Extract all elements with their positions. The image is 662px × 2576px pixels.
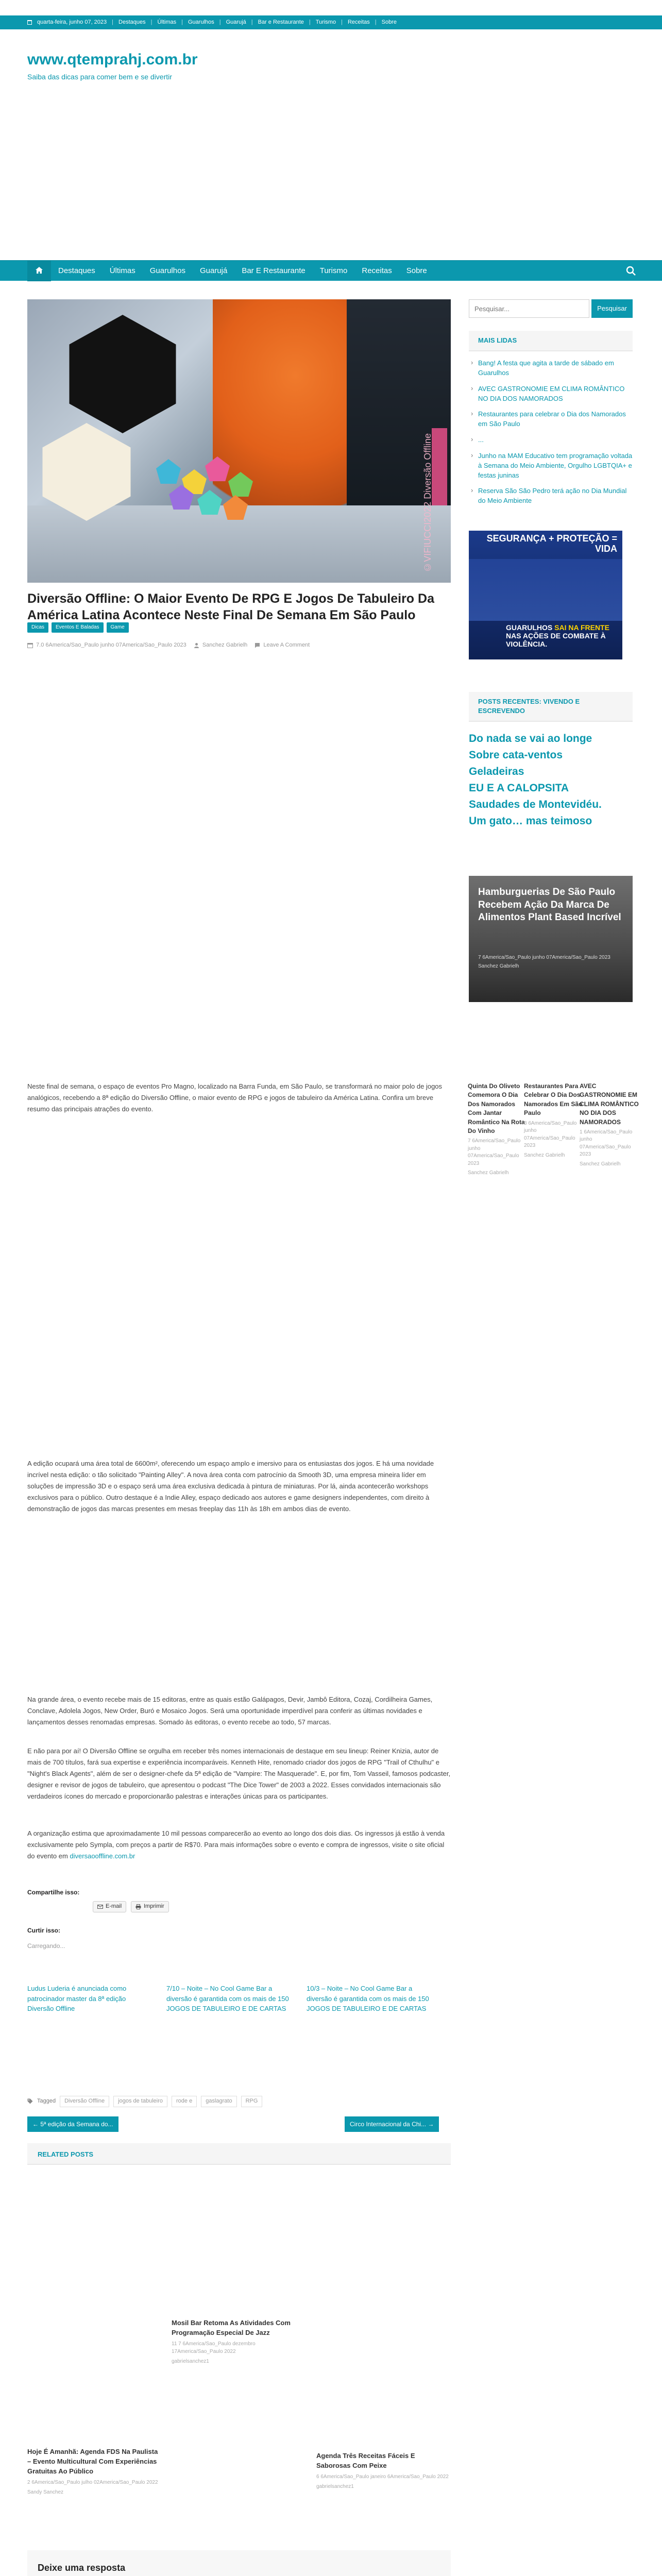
related-post-title: Agenda Três Receitas Fáceis E Saborosas Com Peixe [316,2452,415,2469]
related-post[interactable] [316,2451,450,2490]
post-date[interactable] [27,641,186,650]
comments-link-text: Leave A Comment [263,642,310,648]
most-read-item[interactable]: › ... [469,432,633,448]
paragraph-text: A organização estima que aproximadamente 10 mil pessoas comparecerão ao evento ao longo dos dois dias. Os ingressos já estão à venda exclusivamente pelo Sympla, com preços a partir de R$70. Para mais informações sobre o evento e compra de ingressos, visite o site oficial do evento em [27,1829,445,1860]
jp-related-title: 10/3 – Noite – No Cool Game Bar a diversão é garantida com os mais de 150 JOGOS DE TABULEIRO E DE CARTAS [307,1985,429,2012]
nav-item-destaques[interactable]: Destaques [58,266,95,275]
recent-post-link[interactable]: Um gato… mas teimoso [469,815,592,827]
inline-related-title: AVEC GASTRONOMIE EM CLIMA ROMÂNTICO NO DIA DOS NAMORADOS [580,1082,639,1126]
inline-related-title: Quinta Do Oliveto Comemora O Dia Dos Namorados Com Jantar Romântico Na Rota Do Vinho [468,1082,525,1134]
calendar-icon [27,20,32,25]
article-paragraph [27,1828,451,1862]
search-input[interactable] [469,299,589,318]
article-paragraph: E não para por aí! O Diversão Offline se orgulha em receber três nomes internacionais de destaque em seu lineup: Reiner Knizia, autor de mais de 700 títulos, fará sua expertise e experiência incomparáveis. Kenneth Hite, renomado criador dos jogos de RPG "Trail of Cthulhu" e "Night's Black Agents", além de ser o designer-chefe da 5ª edição de "Vampire: The Masquerade". E, por fim, Tom Vasseil, famosos podcaster, designer e revisor de jogos de tabuleiro, que apresentou o podcast "The Dice Tower" de 2003 a 2022. Esses convidados internacionais são verdadeiros ícones do mercado e proporcionarão palestras e interações únicas para os participantes. [27,1747,451,1801]
nav-item-guaruja[interactable]: Guarujá [199,266,228,275]
related-post-author: gabrielsanchez1 [316,2483,354,2489]
category-list [27,622,129,633]
comments-link[interactable] [254,641,310,650]
email-icon [97,1905,103,1909]
recent-post-link[interactable]: Geladeiras [469,766,524,777]
nav-item-receitas[interactable]: Receitas [362,266,392,275]
share-label: Compartilhe isso: [27,1889,80,1896]
site-description: Saiba das dicas para comer bem e se divertir [27,73,172,81]
nav-item-guarulhos[interactable]: Guarulhos [149,266,185,275]
article-paragraph: Na grande área, o evento recebe mais de 15 editoras, entre as quais estão Galápagos, Devir, Jambô Editora, Cozaj, Cordilheira Games, Conclave, Adolela Jogos, New Order, Buró e Mosaico Jogos. Será uma oportunidade imperdível para conferir as últimas novidades e lançamentos desses renomadas empresas. Somado às editoras, o evento recebe ao todo, 57 marcas. [27,1696,433,1726]
topbar-link-guarulhos[interactable]: Guarulhos [188,19,214,25]
sidebar-featured-post[interactable] [469,876,633,1002]
recent-post-link[interactable]: EU E A CALOPSITA [469,782,569,794]
like-label: Curtir isso: [27,1927,61,1934]
comment-section [27,2550,451,2576]
divider: | [341,19,343,25]
post-author[interactable] [194,641,248,650]
category-badge[interactable]: Dicas [27,622,48,633]
divider: | [375,19,377,25]
topbar-link-bar[interactable]: Bar e Restaurante [258,19,304,25]
inline-related-author: Sanchez Gabrielh [580,1161,621,1167]
user-icon [194,642,199,648]
recent-post-link[interactable]: Do nada se vai ao longe [469,733,592,744]
black-dice-image [63,315,182,433]
related-post[interactable] [27,2447,161,2496]
nav-item-sobre[interactable]: Sobre [406,266,427,275]
comment-title: Deixe uma resposta [38,2563,126,2573]
topbar-link-turismo[interactable]: Turismo [315,19,336,25]
share-email-button[interactable] [93,1901,126,1912]
ad-text-part: NAS AÇÕES DE COMBATE À VIOLÊNCIA. [506,632,606,649]
related-post-title: Hoje É Amanhã: Agenda FDS Na Paulista – Evento Multicultural Com Experiências Gratuitas Ao Público [27,2448,158,2475]
most-read-item[interactable]: › Reserva São São Pedro terá ação no Dia Mundial do Meio Ambiente [469,483,633,509]
sidebar-featured-title: Hamburguerias De São Paulo Recebem Ação Da Marca De Alimentos Plant Based Incrível [478,887,621,923]
inline-related-author: Sanchez Gabrielh [468,1170,509,1176]
inline-related-meta: 3 6America/Sao_Paulo junho 07America/Sao_Paulo 2023 [524,1120,577,1149]
inline-related-meta: 1 6America/Sao_Paulo junho 07America/Sao_Paulo 2023 [580,1129,633,1158]
ad-background [469,559,622,621]
inline-related-item[interactable] [524,1082,583,1159]
event-site-link[interactable]: diversaooffline.com.br [70,1852,135,1860]
jp-related-title: 7/10 – Noite – No Cool Game Bar a diversão é garantida com os mais de 150 JOGOS DE TABULEIRO E DE CARTAS [166,1985,289,2012]
ad-headline: SEGURANÇA + PROTEÇÃO = VIDA [486,533,617,554]
previous-post-link[interactable]: ← 5ª edição da Semana do... [27,2116,118,2132]
divider: | [112,19,114,25]
tag-icon [27,2098,33,2104]
nav-item-ultimas[interactable]: Últimas [109,266,135,275]
inline-related-item[interactable] [580,1082,639,1168]
post-author-text: Sanchez Gabrielh [202,642,248,648]
related-post[interactable] [172,2318,305,2365]
most-read-list [469,355,633,509]
related-post-title: Mosil Bar Retoma As Atividades Com Programação Especial De Jazz [172,2319,291,2336]
topbar-link-receitas[interactable]: Receitas [347,19,370,25]
ad-text-highlight: SAI NA FRENTE [554,623,609,632]
likes-loading: Carregando... [27,1942,65,1950]
advertisement-banner[interactable] [469,531,622,659]
home-icon [36,267,43,274]
sidebar-featured-date: 7 6America/Sao_Paulo junho 07America/Sao_Paulo 2023 [478,955,610,960]
print-button[interactable] [131,1901,169,1912]
sidebar-featured-author: Sanchez Gabrielh [478,963,519,969]
tags-label: Tagged [37,2098,56,2104]
small-dice-image [156,459,181,484]
most-read-item[interactable]: › AVEC GASTRONOMIE EM CLIMA ROMÂNTICO NO DIA DOS NAMORADOS [469,381,633,407]
jp-related-post[interactable] [27,1984,151,2014]
category-badge[interactable]: Eventos E Baladas [52,622,104,633]
most-read-item[interactable]: › Restaurantes para celebrar o Dia dos Namorados em São Paulo [469,406,633,432]
tag-link[interactable]: jogos de tabuleiro [113,2096,167,2107]
tag-link[interactable]: rode e [172,2096,197,2107]
image-caption: ©VIFIUCCI2022 Diversão Offline [422,433,433,572]
site-title[interactable]: www.qtemprahj.com.br [27,51,198,68]
inline-related-title: Restaurantes Para Celebrar O Dia Dos Namorados Em São Paulo [524,1082,583,1117]
inline-related-author: Sanchez Gabrielh [524,1152,565,1158]
ad-text [506,623,622,648]
jp-related-post[interactable] [307,1984,430,2014]
article-paragraph: Neste final de semana, o espaço de eventos Pro Magno, localizado na Barra Funda, em São Paulo, se transformará no maior polo de jogos analógicos, recebendo a 8ª edição do Diversão Offline, o maior evento de RPG e jogos de tabuleiro da América Latina. Confira um breve resumo das principais atrações do evento. [27,1082,443,1113]
divider: | [251,19,253,25]
related-post-author: gabrielsanchez1 [172,2358,209,2364]
divider: | [150,19,152,25]
recent-post-link[interactable]: Saudades de Montevidéu. [469,799,602,810]
home-button[interactable] [27,261,51,281]
main-navigation [0,260,662,281]
most-read-item[interactable]: › Bang! A festa que agita a tarde de sábado em Guarulhos [469,355,633,381]
most-read-title: MAIS LIDAS [469,331,633,351]
most-read-item[interactable]: › Junho na MAM Educativo tem programação voltada à Semana do Meio Ambiente, Orgulho LGBTQIA+ e festas juninas [469,448,633,484]
featured-image [27,299,451,583]
article-title: Diversão Offline: O Maior Evento De RPG E Jogos De Tabuleiro Da América Latina Acontece Neste Final De Semana Em São Paulo [27,591,434,622]
related-post-meta: 11 7 6America/Sao_Paulo dezembro 17America/Sao_Paulo 2022 [172,2341,256,2354]
divider: | [219,19,221,25]
nav-item-bar-restaurante[interactable]: Bar E Restaurante [242,266,305,275]
print-label: Imprimir [144,1903,164,1910]
jp-related-title: Ludus Luderia é anunciada como patrocinador master da 8ª edição Diversão Offline [27,1985,127,2012]
ad-text-part: GUARULHOS [506,623,555,632]
top-bar [0,15,662,29]
search-icon[interactable] [626,266,636,276]
inline-related-item[interactable] [468,1082,527,1177]
inline-related-meta: 7 6America/Sao_Paulo junho 07America/Sao_Paulo 2023 [468,1138,521,1166]
nav-item-turismo[interactable]: Turismo [319,266,348,275]
search-button[interactable]: Pesquisar [591,299,633,318]
recent-posts-title: POSTS RECENTES: VIVENDO E ESCREVENDO [469,692,633,722]
article-meta [27,641,310,650]
tag-link[interactable]: gaslagrato [201,2096,236,2107]
post-date-text: 7.0 6America/Sao_Paulo junho 07America/Sao_Paulo 2023 [36,642,186,648]
share-email-label: E-mail [106,1903,122,1910]
tag-link[interactable]: Diversão Offline [60,2096,109,2107]
comment-icon [254,642,260,648]
print-icon [135,1904,141,1909]
tag-link[interactable]: RPG [241,2096,263,2107]
jp-related-post[interactable] [166,1984,290,2014]
topbar-link-destaques[interactable]: Destaques [118,19,146,25]
related-posts-title: RELATED POSTS [27,2143,451,2165]
related-post-meta: 2 6America/Sao_Paulo julho 02America/Sao_Paulo 2022 [27,2479,158,2485]
related-post-author: Sandy Sanchez [27,2489,64,2495]
post-tags [27,2096,262,2107]
related-post-meta: 6 6America/Sao_Paulo janeiro 6America/Sao_Paulo 2022 [316,2473,449,2480]
calendar-icon [27,642,33,648]
article-paragraph: A edição ocupará uma área total de 6600m², oferecendo um espaço amplo e imersivo para os entusiastas dos jogos. E há uma novidade incrível nesta edição: o tão solicitado "Painting Alley". A nova área conta com patrocínio da Smooth 3D, uma empresa mineira líder em soluções de impressão 3D e o espaço será uma área exclusiva dedicada à pintura de miniaturas. Por lá, ainda acontecerão workshops exclusivos para o público. Outro destaque é a Indie Alley, espaço dedicado aos autores e game designers independentes, com direito à demonstração de jogos das marcas presentes em mesas freeplay das 11h às 18h em ambos dias de evento. [27,1460,434,1513]
topbar-link-sobre[interactable]: Sobre [381,19,397,25]
sidebar-featured-meta [478,953,622,971]
divider: | [309,19,311,25]
divider: | [181,19,183,25]
topbar-link-ultimas[interactable]: Últimas [157,19,177,25]
next-post-link[interactable]: Circo Internacional da Chi... → [345,2116,439,2132]
category-badge[interactable]: Game [107,622,129,633]
current-date: quarta-feira, junho 07, 2023 [37,19,107,25]
topbar-link-guaruja[interactable]: Guarujá [226,19,246,25]
recent-post-link[interactable]: Sobre cata-ventos [469,749,563,761]
